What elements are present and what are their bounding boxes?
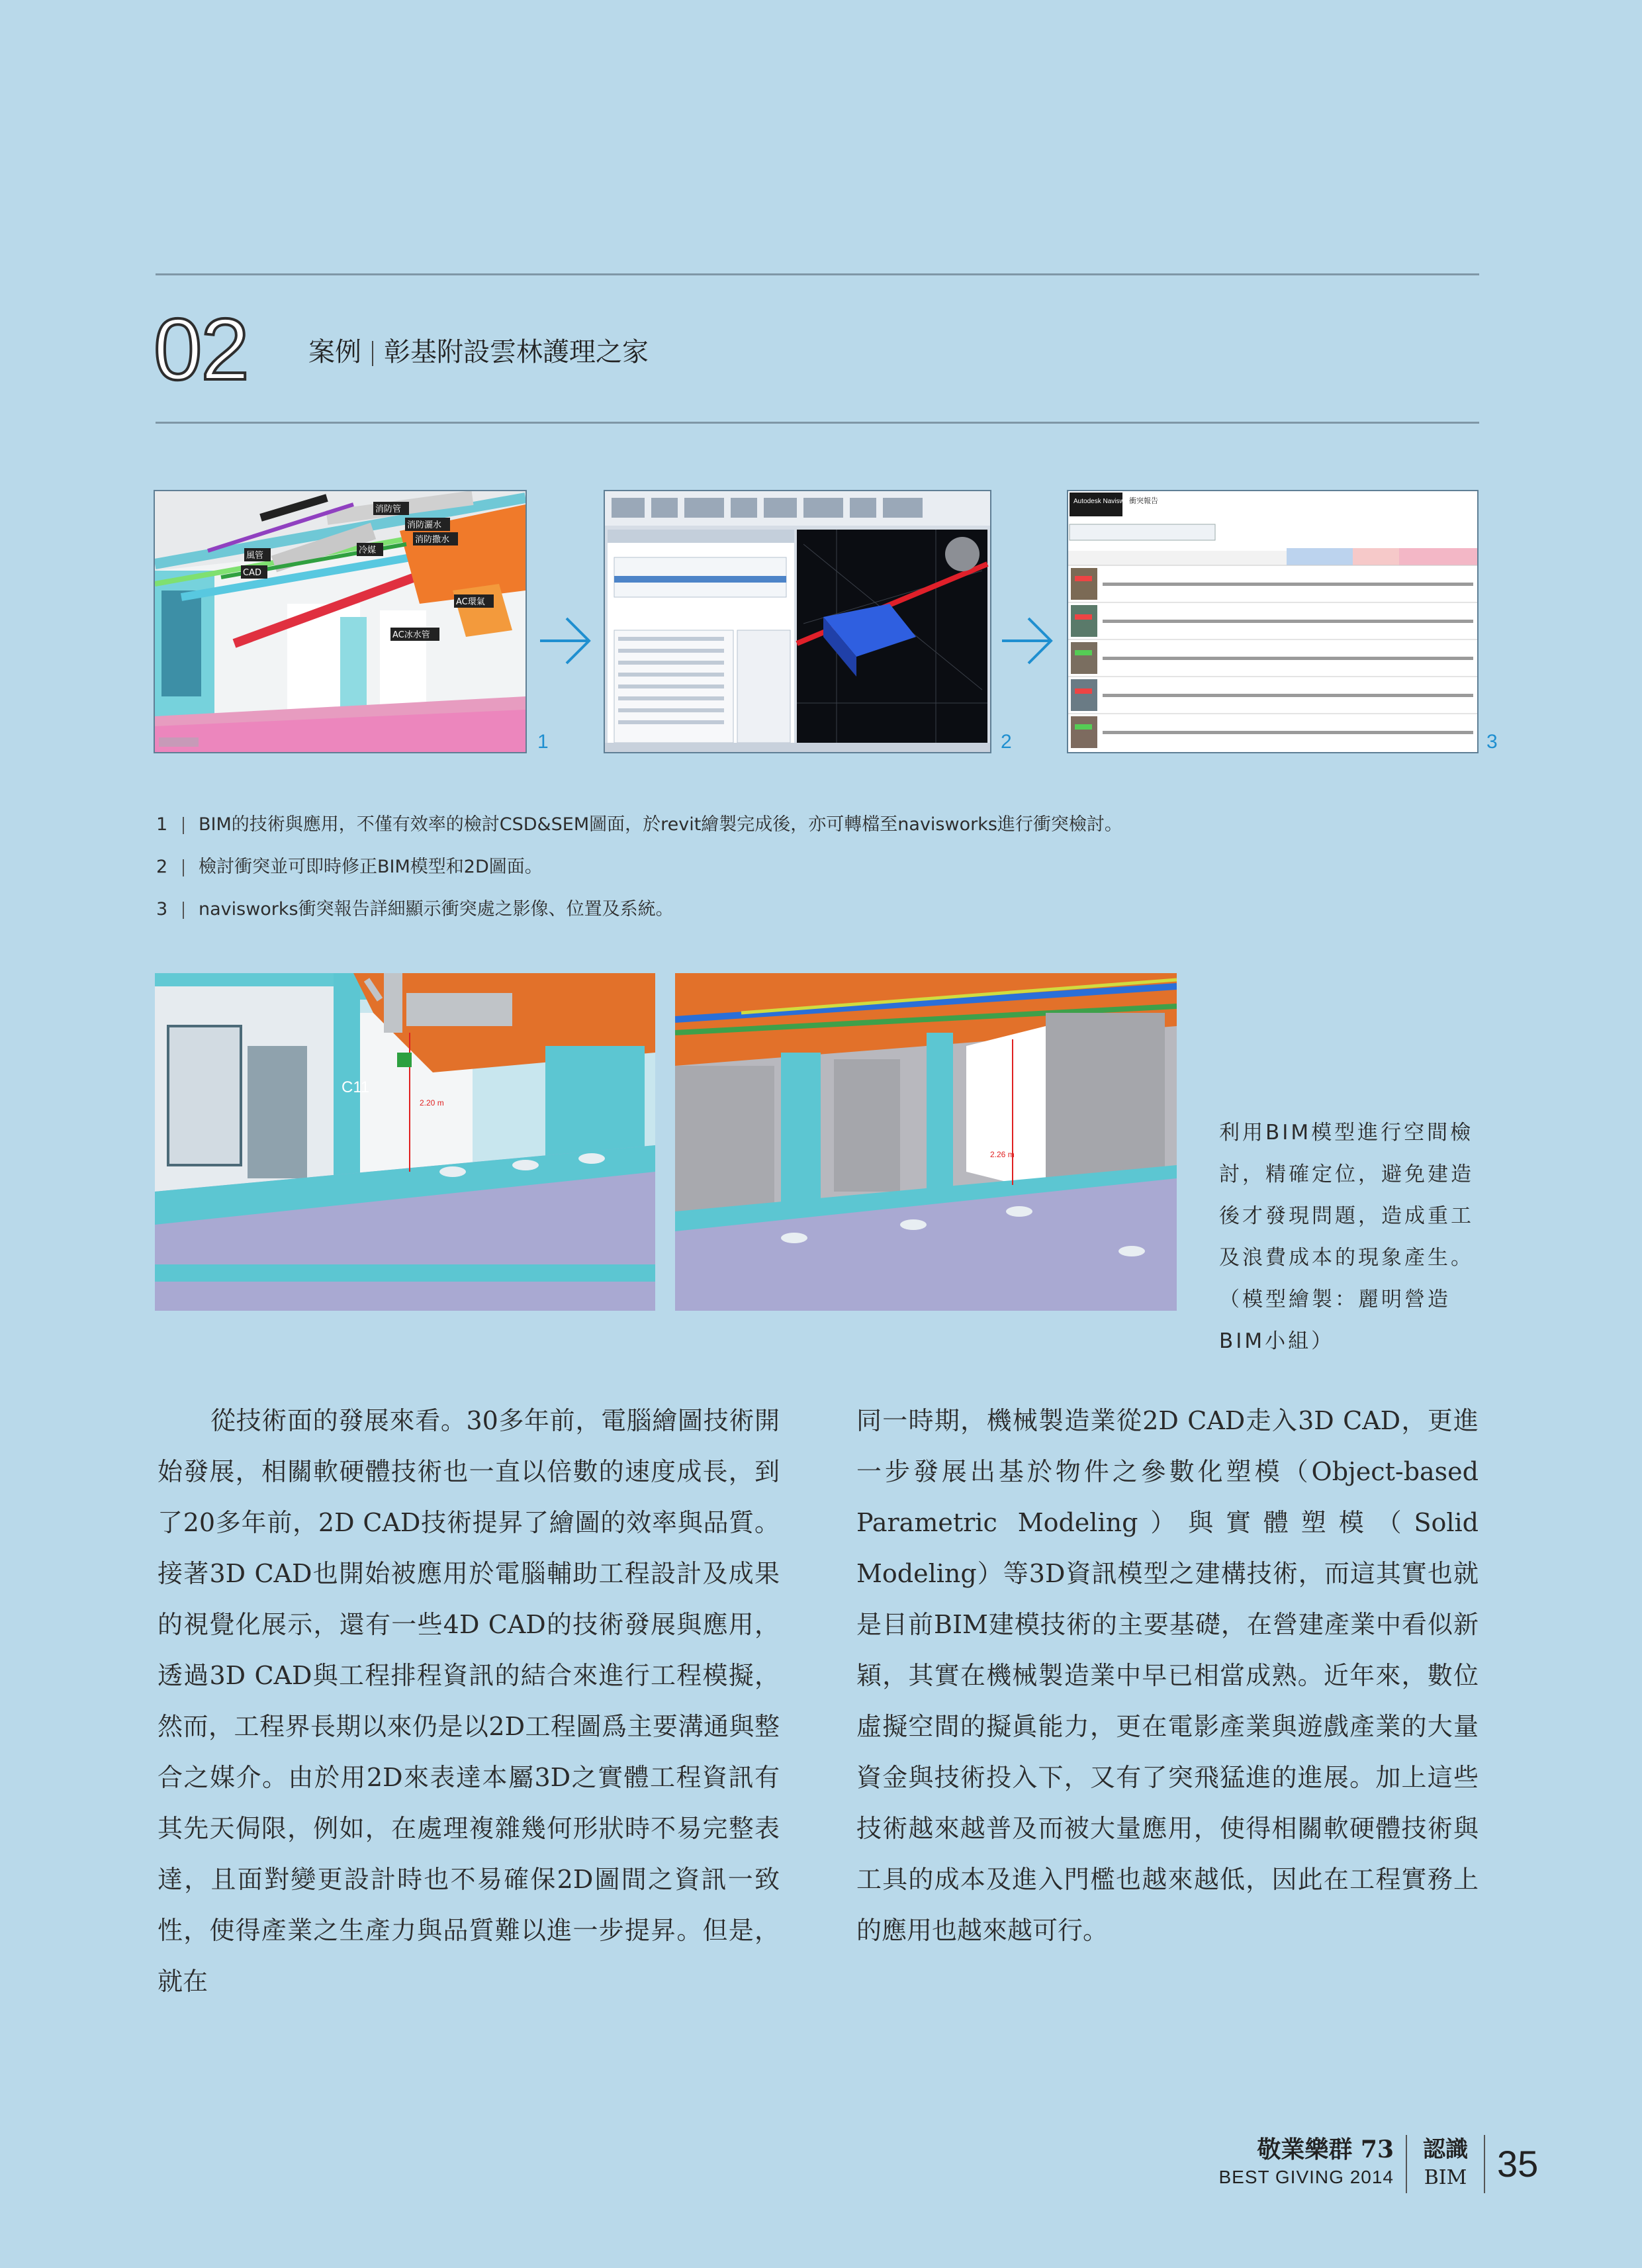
- fig1-tag: 消防灑水: [407, 520, 442, 530]
- body-right-column: 同一時期，機械製造業從2D CAD走入3D CAD，更進一步發展出基於物件之參數化塑模（Object-based Parametric Modeling）與實體塑模（Solid Modeling）等3D資訊模型之建構技術，而這其實也就是目前BIM建模技術的主要基礎，在營建產業中看似新穎，其實在機械製造業中早已相當成熟。近年來，數位虛擬空間的擬眞能力，更在電影產業與遊戲產業的大量資金與技術投入下，又有了突飛猛進的進展。加上這些技術越來越普及而被大量應用，使得相關軟硬體技術與工具的成本及進入門檻也越來越低，因此在工程實務上的應用也越來越可行。: [856, 1406, 1479, 1945]
- case-number: 02: [154, 301, 248, 398]
- figure-1-illustration: [155, 491, 525, 752]
- body-left-column: 從技術面的發展來看。30多年前，電腦繪圖技術開始發展，相關軟硬體技術也一直以倍數的速度成長，到了20多年前，2D CAD技術提昇了繪圖的效率與品質。接著3D CAD也開始被應用於電腦輔助工程設計及成果的視覺化展示，還有一些4D CAD的技術發展與應用，透過3D CAD與工程排程資訊的結合來進行工程模擬，然而，工程界長期以來仍是以2D工程圖爲主要溝通與整合之媒介。由於用2D來表達本屬3D之實體工程資訊有其先天侷限，例如，在處理複雜幾何形狀時不易完整表達，且面對變更設計時也不易確保2D圖間之資訊一致性，使得產業之生產力與品質難以進一步提昇。但是，就在: [158, 1406, 780, 1996]
- scene-1-illustration: [155, 973, 655, 1311]
- fig1-tag: AC冰水管: [392, 630, 430, 640]
- footer-section-line-1: 認識: [1423, 2136, 1468, 2163]
- caption-row: [156, 888, 1122, 931]
- top-rule: [156, 273, 1479, 275]
- fig3-brand: Autodesk Navisworks: [1073, 498, 1137, 505]
- fig3-report-title: 衝突報告: [1129, 496, 1158, 505]
- caption-number: 1: [156, 814, 168, 835]
- footer-divider: [1484, 2135, 1485, 2193]
- fig1-tag: CAD: [243, 568, 261, 578]
- footer-issue: BEST GIVING 2014: [1218, 2167, 1394, 2187]
- caption-divider: [183, 902, 184, 919]
- figure-3-illustration: [1068, 491, 1477, 752]
- figure-2-clash-detective: [604, 490, 991, 753]
- footer-section-line-2: BIM: [1424, 2166, 1467, 2189]
- figure-2-number: 2: [1001, 731, 1012, 753]
- page-number: 35: [1497, 2143, 1539, 2185]
- figure-captions: [156, 804, 1122, 931]
- figure-1-revit-model: [154, 490, 527, 753]
- footer-divider: [1406, 2135, 1407, 2193]
- case-title: 彰基附設雲林護理之家: [384, 337, 649, 367]
- figure-1-number: 1: [537, 731, 549, 753]
- bim-space-view-2: [675, 973, 1177, 1311]
- figure-3-number: 3: [1486, 731, 1498, 753]
- header-bottom-rule: [156, 422, 1479, 424]
- caption-number: 3: [156, 899, 168, 920]
- bim-space-view-1: [155, 973, 655, 1311]
- fig1-tag: 消防撒水: [415, 535, 450, 545]
- scene-2-illustration: [675, 973, 1177, 1311]
- footer-magazine: [1219, 2135, 1394, 2191]
- figure-3-clash-report: [1067, 490, 1479, 753]
- figure-2-illustration: [605, 491, 990, 752]
- scene-dimension: 2.26 m: [990, 1150, 1015, 1159]
- fig1-tag: AC環氣: [456, 597, 485, 607]
- caption-divider: [183, 817, 184, 834]
- scene-dimension: 2.20 m: [420, 1098, 444, 1108]
- arrow-right-icon: [999, 614, 1055, 667]
- title-separator: [372, 341, 373, 366]
- caption-number: 2: [156, 857, 168, 877]
- footer-magazine-title: 敬業樂群 73: [1257, 2136, 1394, 2163]
- caption-text: navisworks衝突報告詳細顯示衝突處之影像、位置及系統。: [199, 899, 674, 920]
- fig1-tag: 冷媒: [359, 545, 377, 555]
- image-side-note: 利用BIM模型進行空間檢討，精確定位，避免建造後才發現問題，造成重工及浪費成本的現象產生。（模型繪製：麗明營造BIM小組）: [1219, 1121, 1474, 1353]
- caption-divider: [183, 859, 184, 876]
- case-label: 案例: [308, 337, 361, 367]
- caption-text: 檢討衝突並可即時修正BIM模型和2D圖面。: [199, 857, 543, 877]
- case-title-line: [308, 331, 649, 369]
- arrow-right-icon: [537, 614, 593, 667]
- footer-section: [1422, 2135, 1469, 2192]
- caption-text: BIM的技術與應用，不僅有效率的檢討CSD&SEM圖面，於revit繪製完成後，亦可轉檔至navisworks進行衝突檢討。: [199, 814, 1122, 835]
- fig1-tag: 消防管: [375, 504, 402, 514]
- caption-row: [156, 846, 1122, 888]
- fig1-tag: 風管: [246, 551, 264, 561]
- scene-grid-label: C11: [342, 1078, 370, 1096]
- caption-row: [156, 804, 1122, 846]
